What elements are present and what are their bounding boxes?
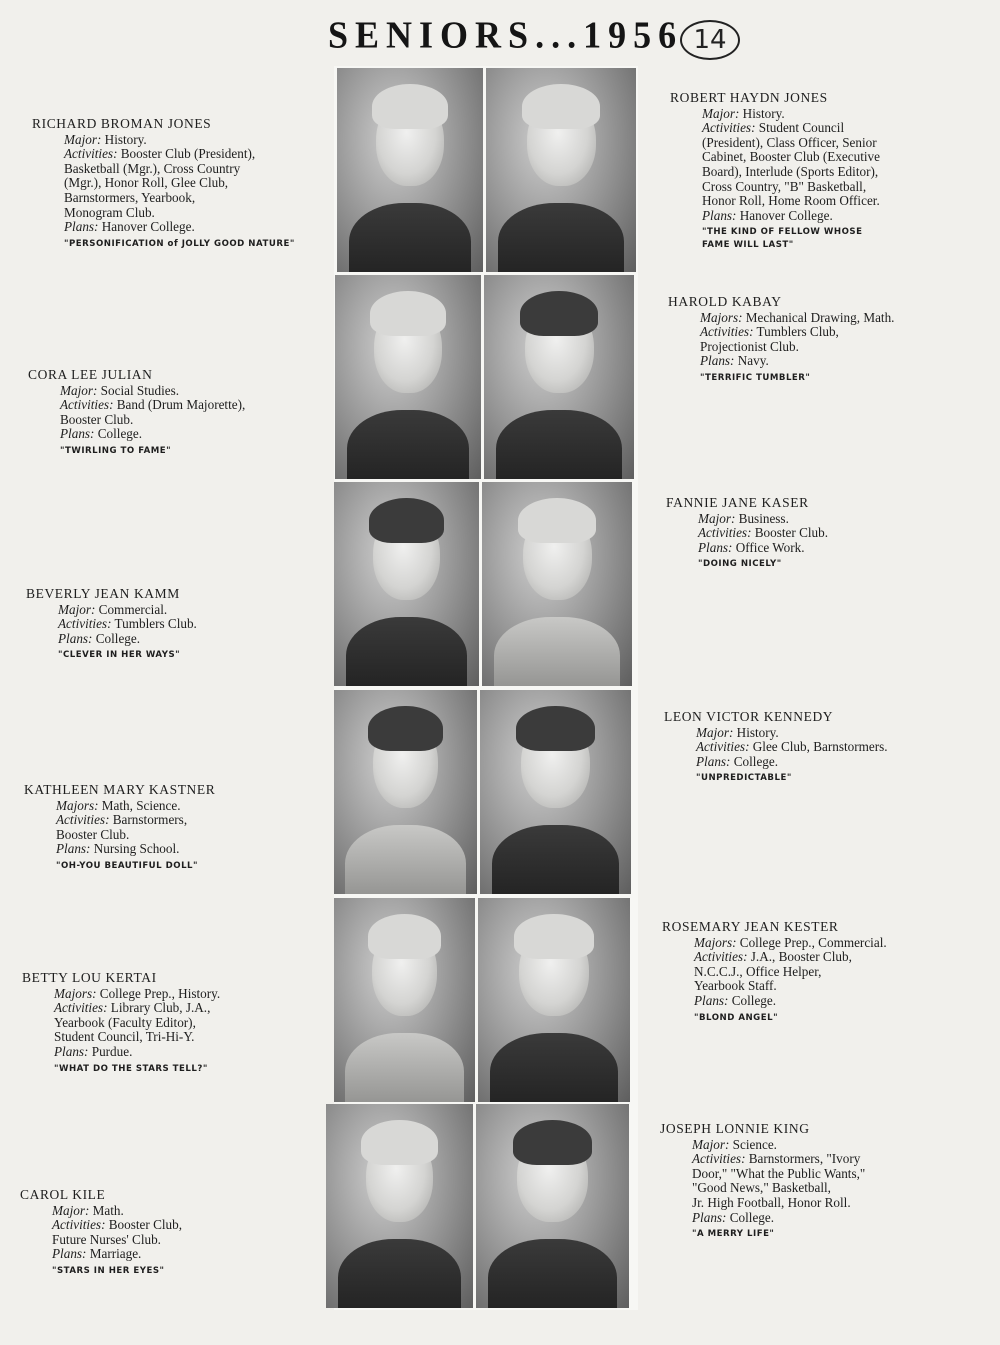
detail-line (58, 617, 197, 632)
detail-text: Math, Science. (98, 797, 181, 813)
senior-name: LEON VICTOR KENNEDY (664, 709, 834, 724)
detail-text: Office Work. (732, 539, 805, 555)
senior-details (24, 799, 215, 873)
senior-details (28, 384, 245, 458)
senior-entry (666, 496, 828, 571)
detail-label: Major: (702, 105, 740, 121)
senior-quote: "UNPREDICTABLE" (696, 773, 792, 784)
detail-text: J.A., Booster Club, (747, 949, 852, 965)
detail-line (64, 206, 295, 221)
detail-line (52, 1247, 182, 1262)
senior-entry (660, 1122, 865, 1241)
detail-line (60, 398, 245, 413)
senior-details (26, 603, 197, 663)
detail-text: College. (726, 1209, 775, 1225)
detail-line (54, 1045, 220, 1060)
detail-label: Majors: (54, 985, 97, 1001)
detail-label: Plans: (700, 353, 735, 369)
detail-text: Monogram Club. (64, 204, 155, 220)
detail-label: Plans: (694, 992, 729, 1008)
detail-label: Activities: (696, 739, 750, 755)
detail-text: Library Club, J.A., (107, 1000, 211, 1016)
detail-line (64, 147, 295, 162)
detail-text: Mechanical Drawing, Math. (742, 309, 895, 325)
detail-line (692, 1181, 865, 1196)
detail-text: Band (Drum Majorette), (113, 397, 246, 413)
senior-entry (26, 587, 197, 662)
senior-entry (22, 971, 220, 1076)
detail-line (58, 603, 197, 618)
detail-text: Barnstormers, Yearbook, (64, 189, 196, 205)
senior-name: BETTY LOU KERTAI (22, 970, 157, 985)
senior-entry (28, 368, 245, 458)
detail-label: Major: (692, 1136, 730, 1152)
detail-text: Student Council, Tri-Hi-Y. (54, 1029, 195, 1045)
detail-label: Plans: (52, 1246, 87, 1262)
detail-text: Cross Country, "B" Basketball, (702, 178, 867, 194)
senior-quote: "WHAT DO THE STARS TELL?" (54, 1063, 208, 1074)
detail-line (692, 1152, 865, 1167)
detail-text: Yearbook (Faculty Editor), (54, 1014, 196, 1030)
detail-line (64, 191, 295, 206)
detail-line (64, 133, 295, 148)
detail-text: Hanover College. (736, 207, 833, 223)
senior-details (32, 133, 295, 251)
senior-details (660, 1138, 865, 1242)
portrait-beverly-jean-kamm (334, 482, 479, 686)
detail-label: Activities: (694, 949, 748, 965)
detail-label: Majors: (700, 309, 743, 325)
senior-name: CORA LEE JULIAN (28, 367, 153, 382)
detail-line (64, 176, 295, 191)
detail-label: Plans: (702, 207, 737, 223)
detail-label: Activities: (702, 120, 756, 136)
senior-quote: "OH-YOU BEAUTIFUL DOLL" (56, 860, 198, 871)
detail-label: Activities: (56, 812, 110, 828)
detail-label: Activities: (698, 525, 752, 541)
detail-label: Major: (64, 131, 102, 147)
portrait-rosemary-jean-kester (478, 898, 630, 1102)
detail-line (702, 150, 880, 165)
portrait-richard-broman-jones (337, 68, 483, 272)
detail-line (54, 987, 220, 1002)
senior-quote: "TWIRLING TO FAME" (60, 445, 172, 456)
detail-text: Tumblers Club. (111, 616, 197, 632)
detail-text: Door," "What the Public Wants," (692, 1165, 866, 1181)
senior-quote: "STARS IN HER EYES" (52, 1265, 165, 1276)
detail-text: Yearbook Staff. (694, 978, 777, 994)
detail-label: Activities: (58, 616, 112, 632)
detail-text: Science. (729, 1136, 777, 1152)
detail-line (702, 107, 880, 122)
detail-text: Future Nurses' Club. (52, 1231, 161, 1247)
senior-name: JOSEPH LONNIE KING (660, 1121, 810, 1136)
detail-text: Booster Club. (751, 525, 829, 541)
senior-quote: "CLEVER IN HER WAYS" (58, 650, 181, 661)
detail-line (64, 162, 295, 177)
detail-line (702, 209, 880, 224)
detail-line (58, 632, 197, 647)
detail-text: N.C.C.J., Office Helper, (694, 963, 822, 979)
detail-line (702, 121, 880, 136)
detail-line (54, 1016, 220, 1031)
senior-name: HAROLD KABAY (668, 294, 782, 309)
detail-label: Activities: (52, 1217, 106, 1233)
portrait-carol-kile (326, 1104, 473, 1308)
detail-text: College Prep., History. (96, 985, 221, 1001)
detail-label: Activities: (700, 324, 754, 340)
senior-entry (670, 91, 880, 252)
detail-label: Major: (698, 510, 736, 526)
detail-text: (Mgr.), Honor Roll, Glee Club, (64, 175, 229, 191)
detail-label: Major: (696, 724, 734, 740)
portrait-cora-lee-julian (335, 275, 481, 479)
detail-text: College. (94, 426, 143, 442)
detail-line (696, 740, 888, 755)
photo-column (334, 66, 638, 1310)
detail-text: Purdue. (88, 1043, 133, 1059)
detail-label: Plans: (698, 539, 733, 555)
detail-text: College. (728, 992, 777, 1008)
detail-line (696, 726, 888, 741)
detail-text: Barnstormers, (109, 812, 188, 828)
detail-line (64, 220, 295, 235)
detail-line (702, 136, 880, 151)
detail-text: Glee Club, Barnstormers. (749, 739, 888, 755)
detail-label: Plans: (696, 753, 731, 769)
detail-line (692, 1196, 865, 1211)
detail-text: Booster Club, (105, 1217, 183, 1233)
detail-line (702, 165, 880, 180)
senior-entry (24, 783, 215, 873)
detail-text: Projectionist Club. (700, 338, 799, 354)
detail-line (52, 1233, 182, 1248)
detail-line (694, 979, 887, 994)
detail-line (700, 340, 894, 355)
detail-label: Majors: (694, 934, 737, 950)
detail-label: Major: (52, 1202, 90, 1218)
detail-text: Honor Roll, Home Room Officer. (702, 193, 880, 209)
senior-quote: "DOING NICELY" (698, 559, 782, 570)
page-title: SENIORS...1956 (328, 14, 684, 57)
detail-label: Activities: (692, 1151, 746, 1167)
detail-text: Social Studies. (97, 382, 180, 398)
detail-line (694, 994, 887, 1009)
detail-text: Business. (735, 510, 789, 526)
senior-name: FANNIE JANE KASER (666, 495, 809, 510)
senior-details (666, 512, 828, 572)
portrait-robert-haydn-jones (486, 68, 636, 272)
senior-details (20, 1204, 182, 1278)
detail-text: Basketball (Mgr.), Cross Country (64, 160, 241, 176)
detail-text: College Prep., Commercial. (736, 934, 887, 950)
detail-label: Plans: (58, 630, 93, 646)
senior-details (22, 987, 220, 1076)
senior-entry (668, 295, 894, 385)
senior-name: BEVERLY JEAN KAMM (26, 586, 180, 601)
detail-text: Cabinet, Booster Club (Executive (702, 149, 880, 165)
detail-line (698, 512, 828, 527)
detail-line (698, 541, 828, 556)
detail-text: History. (739, 105, 785, 121)
detail-text: Booster Club (President), (117, 146, 256, 162)
detail-label: Major: (58, 601, 96, 617)
detail-line (698, 526, 828, 541)
senior-name: KATHLEEN MARY KASTNER (24, 782, 216, 797)
detail-line (56, 813, 215, 828)
senior-name: CAROL KILE (20, 1187, 106, 1202)
detail-text: Navy. (734, 353, 769, 369)
senior-entry (664, 710, 888, 785)
detail-text: Commercial. (95, 601, 168, 617)
page-number: 14 (680, 20, 740, 60)
detail-label: Activities: (64, 146, 118, 162)
detail-line (700, 354, 894, 369)
senior-quote: "THE KIND OF FELLOW WHOSE (702, 227, 863, 238)
detail-line (692, 1138, 865, 1153)
detail-text: College. (730, 753, 779, 769)
detail-line (696, 755, 888, 770)
detail-label: Plans: (60, 426, 95, 442)
detail-line (56, 799, 215, 814)
senior-details (664, 726, 888, 786)
senior-entry (32, 117, 295, 251)
senior-details (670, 107, 880, 253)
detail-text: Board), Interlude (Sports Editor), (702, 163, 879, 179)
senior-quote: "A MERRY LIFE" (692, 1229, 775, 1240)
senior-name: ROBERT HAYDN JONES (670, 90, 828, 105)
detail-label: Majors: (56, 797, 99, 813)
detail-label: Plans: (64, 219, 99, 235)
detail-text: "Good News," Basketball, (692, 1180, 831, 1196)
senior-entry (662, 920, 887, 1025)
senior-quote: "TERRIFIC TUMBLER" (700, 372, 811, 383)
portrait-betty-lou-kertai (334, 898, 475, 1102)
detail-text: History. (101, 131, 147, 147)
detail-text: Math. (89, 1202, 124, 1218)
detail-line (54, 1001, 220, 1016)
detail-line (56, 828, 215, 843)
detail-text: (President), Class Officer, Senior (702, 134, 877, 150)
detail-label: Activities: (60, 397, 114, 413)
portrait-joseph-lonnie-king (476, 1104, 629, 1308)
detail-line (700, 311, 894, 326)
senior-details (662, 936, 887, 1025)
detail-line (700, 325, 894, 340)
detail-line (702, 194, 880, 209)
senior-quote: FAME WILL LAST" (702, 240, 794, 251)
detail-line (694, 950, 887, 965)
detail-line (60, 413, 245, 428)
detail-line (692, 1211, 865, 1226)
detail-label: Activities: (54, 1000, 108, 1016)
detail-label: Plans: (56, 841, 91, 857)
detail-line (52, 1204, 182, 1219)
portrait-kathleen-mary-kastner (334, 690, 477, 894)
detail-text: Jr. High Football, Honor Roll. (692, 1194, 851, 1210)
detail-line (694, 936, 887, 951)
detail-text: History. (733, 724, 779, 740)
senior-quote: "PERSONIFICATION of JOLLY GOOD NATURE" (64, 238, 295, 249)
detail-text: Barnstormers, "Ivory (745, 1151, 861, 1167)
senior-name: RICHARD BROMAN JONES (32, 116, 212, 131)
senior-details (668, 311, 894, 385)
portrait-leon-victor-kennedy (480, 690, 631, 894)
detail-line (60, 427, 245, 442)
detail-text: Nursing School. (90, 841, 180, 857)
detail-line (692, 1167, 865, 1182)
detail-line (702, 180, 880, 195)
senior-entry (20, 1188, 182, 1278)
detail-text: Booster Club. (60, 411, 134, 427)
detail-text: Student Council (755, 120, 845, 136)
portrait-harold-kabay (484, 275, 634, 479)
detail-text: Tumblers Club, (753, 324, 839, 340)
detail-text: College. (92, 630, 141, 646)
detail-line (54, 1030, 220, 1045)
senior-quote: "BLOND ANGEL" (694, 1012, 779, 1023)
detail-line (60, 384, 245, 399)
detail-text: Marriage. (86, 1246, 142, 1262)
detail-line (56, 842, 215, 857)
detail-line (694, 965, 887, 980)
detail-label: Plans: (54, 1043, 89, 1059)
detail-line (52, 1218, 182, 1233)
detail-label: Major: (60, 382, 98, 398)
detail-text: Hanover College. (98, 219, 195, 235)
detail-label: Plans: (692, 1209, 727, 1225)
portrait-fannie-jane-kaser (482, 482, 632, 686)
detail-text: Booster Club. (56, 826, 130, 842)
senior-name: ROSEMARY JEAN KESTER (662, 919, 839, 934)
